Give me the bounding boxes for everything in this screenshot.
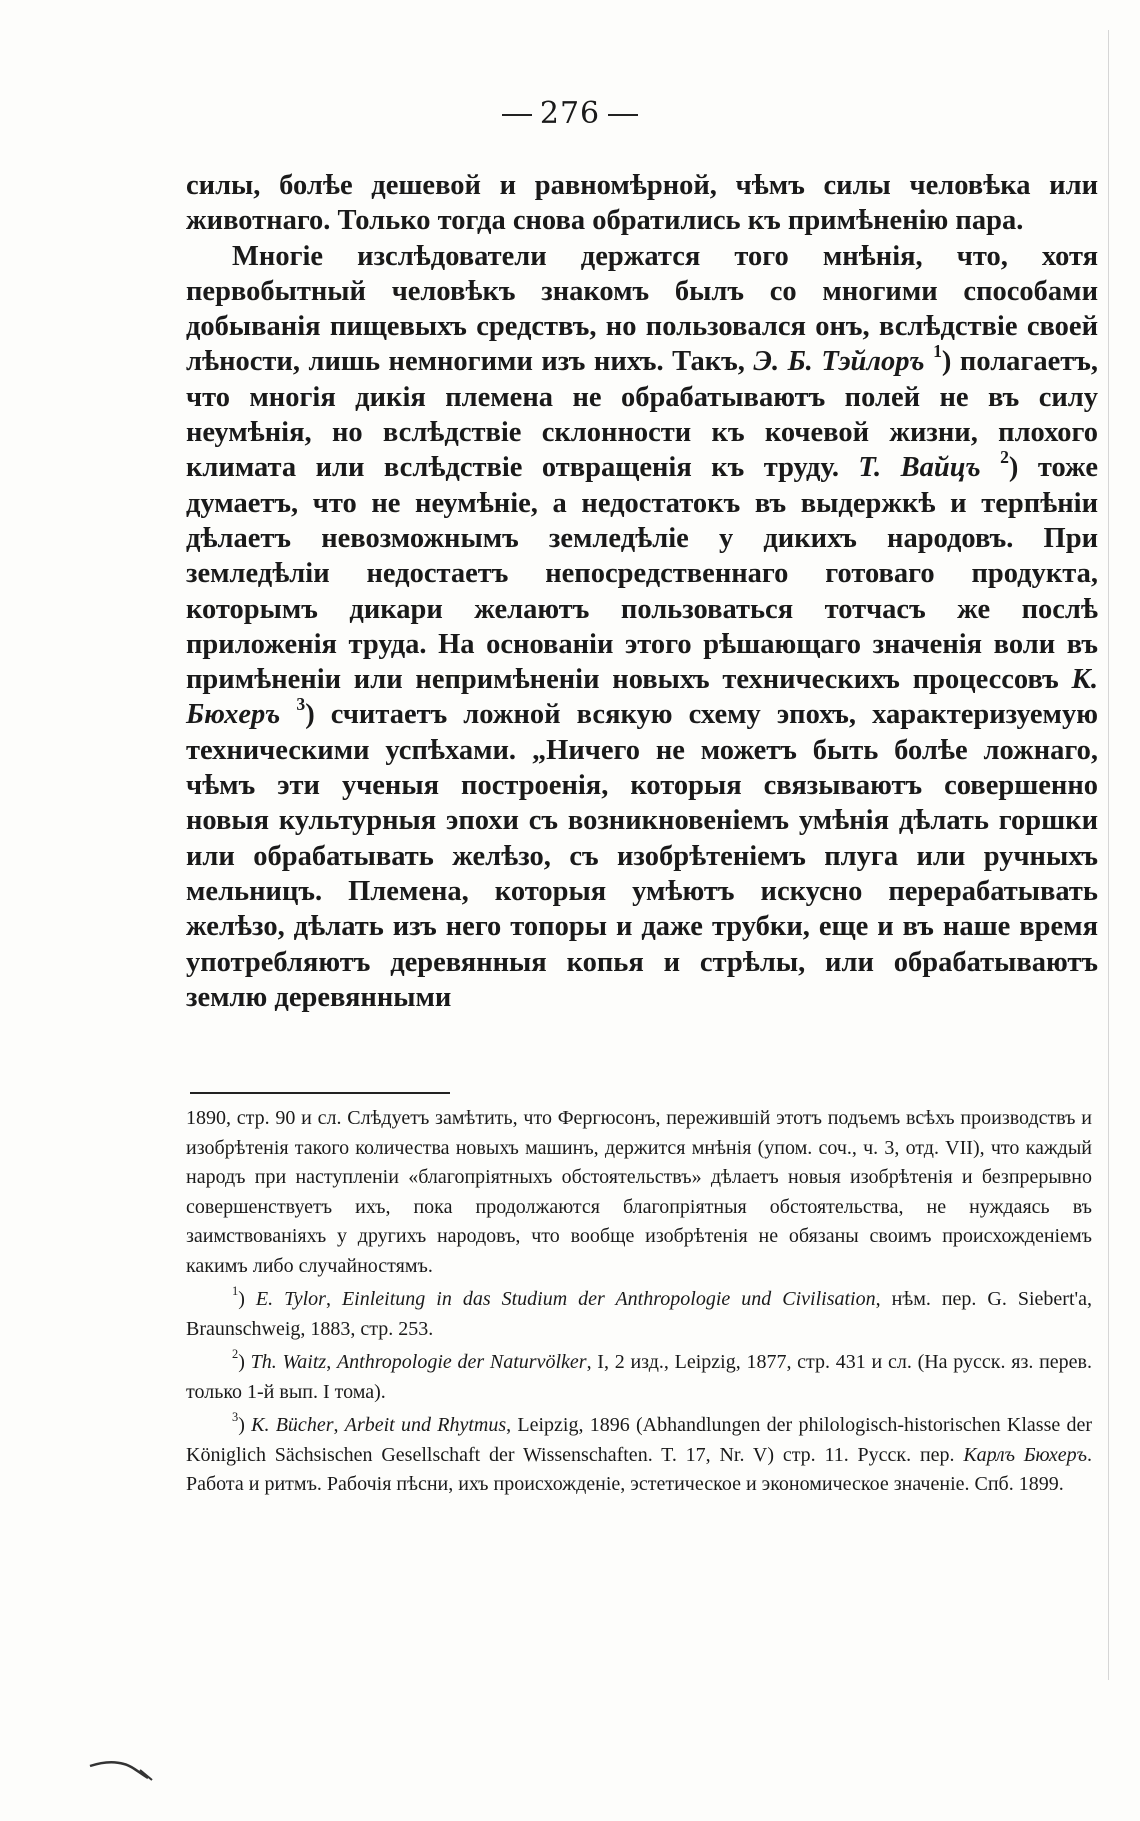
footnote-sep: , bbox=[333, 1414, 345, 1436]
page-number-value: 276 bbox=[539, 96, 601, 131]
footnote-text: . Работа и ритмъ. Рабочія пѣсни, ихъ происхожденіе, эстетическое и экономическое значеніе. Спб. 1899. bbox=[186, 1443, 1092, 1495]
footnote-sep: , bbox=[325, 1288, 342, 1310]
author-name-waitz: Т. Вайцъ bbox=[858, 452, 981, 484]
footnotes bbox=[186, 1104, 1092, 1504]
footnote-title: Arbeit und Rhytmus bbox=[344, 1414, 507, 1436]
footnote-author: Th. Waitz bbox=[250, 1351, 327, 1373]
footnote-mark: 3 bbox=[232, 1410, 239, 1425]
footnote-author: E. Tylor bbox=[255, 1288, 326, 1310]
text-run: ) тоже думаетъ, что не неумѣніе, а недостатокъ въ выдержкѣ и терпѣніи дѣлаетъ невозможнымъ земледѣліе у дикихъ народовъ. При земледѣліи недостаетъ непосредственнаго готоваго продукта, которымъ дикари желаютъ пользоваться тотчасъ же послѣ приложенія труда. На основаніи этого рѣшающаго значенія воли въ примѣненіи или непримѣненіи новыхъ техническихъ процессовъ bbox=[186, 452, 1098, 696]
footnote-text: , нѣм. пер. G. Siebert'a, Braunschweig, 1883, стр. 253. bbox=[186, 1288, 1092, 1340]
paragraph-continuation: силы, болѣе дешевой и равномѣрной, чѣмъ силы человѣка или животнаго. Только тогда снова обратились къ примѣненію пара. bbox=[186, 170, 1098, 237]
footnote-author-russian: Карлъ Бюхеръ bbox=[963, 1443, 1087, 1466]
footnote-2: $^2$) Th. Waitz, Anthropologie der Naturvölker, I, 2 изд., Leipzig, 1877, стр. 431 и сл. (На русск. яз. перев. только 1-й вып. I тома). bbox=[186, 1347, 1092, 1403]
footnote-mark: 1 bbox=[232, 1284, 239, 1299]
author-name-tylor: Э. Б. Тэйлоръ bbox=[753, 346, 925, 378]
text-run: ) полагаетъ, что многія дикія племена не обрабатываютъ полей не въ силу неумѣнія, но вслѣдствіе склонности къ кочевой жизни, плохого климата или вслѣдствіе отвращенія къ труду. bbox=[186, 346, 1099, 484]
page-number bbox=[0, 96, 1140, 131]
footnote-ref-1: 1 bbox=[933, 341, 942, 362]
paragraph-main bbox=[186, 239, 1098, 1016]
footnote-text: , I, 2 изд., Leipzig, 1877, стр. 431 и сл. (На русск. яз. перев. только 1-й вып. I тома). bbox=[186, 1351, 1092, 1403]
text-run: ) считаетъ ложной всякую схему эпохъ, характеризуемую техническими успѣхами. „Ничего не можетъ быть болѣе ложнаго, чѣмъ эти ученыя построенія, которыя связываютъ совершенно новыя культурныя эпохи съ возникновеніемъ умѣнія дѣлать горшки или обрабатывать желѣзо, съ изобрѣтеніемъ плуга или ручныхъ мельницъ. Племена, которыя умѣютъ искусно перерабатывать желѣзо, дѣлать изъ него топоры и даже трубки, еще и въ наше время употребляютъ деревянныя копья и стрѣлы, или обрабатываютъ землю деревянными bbox=[186, 699, 1098, 1013]
footnote-text: , Leipzig, 1896 (Abhandlungen der philologisch-historischen Klasse der Königlich Sächsischen Gesellschaft der Wissenschaften. T. 17, Nr. V) стр. 11. Русск. пер. bbox=[186, 1414, 1093, 1466]
page-edge-line bbox=[1108, 30, 1109, 1680]
footnote-mark: 2 bbox=[232, 1347, 239, 1362]
footnote-1: $^1$) E. Tylor, Einleitung in das Studium der Anthropologie und Civilisation, нѣм. пер. G. Siebert'a, Braunschweig, 1883, стр. 253. bbox=[186, 1284, 1092, 1340]
text-run: Многіе изслѣдователи держатся того мнѣнія, что, хотя первобытный человѣкъ знакомъ былъ со многими способами добыванія пищевыхъ средствъ, но пользовался онъ, вслѣдствіе своей лѣности, лишь немногими изъ нихъ. Такъ, bbox=[186, 240, 1098, 378]
footnote-ref-3: 3 bbox=[296, 694, 306, 715]
footnote-author: K. Bücher bbox=[251, 1414, 334, 1436]
page-number-dash-right bbox=[608, 114, 638, 116]
author-name-bucher: К. Бюхеръ bbox=[186, 664, 1098, 731]
ink-mark bbox=[88, 1752, 158, 1782]
footnote-separator bbox=[190, 1092, 450, 1094]
main-text bbox=[186, 168, 1098, 1015]
footnote-continuation: 1890, стр. 90 и сл. Слѣдуетъ замѣтить, что Фергюсонъ, пережившій этотъ подъемъ всѣхъ производствъ и изобрѣтенія такого количества новыхъ машинъ, держится мнѣнія (упом. соч., ч. 3, отд. VII), что каждый народъ при наступленіи «благопріятныхъ обстоятельствъ» дѣлаетъ новыя изобрѣтенія и безпрерывно совершенствуетъ ихъ, пока продолжаются благопріятныя обстоятельства, не нуждаясь въ заимствованіяхъ у другихъ народовъ, что вообще изобрѣтенія не обязаны своимъ происхожденіемъ какимъ либо случайностямъ. bbox=[186, 1107, 1092, 1277]
footnote-title: Anthropologie der Naturvölker bbox=[336, 1351, 587, 1373]
footnote-ref-2: 2 bbox=[1000, 447, 1009, 468]
footnote-sep: , bbox=[326, 1351, 337, 1373]
page-number-dash-left bbox=[502, 114, 532, 116]
footnote-title: Einleitung in das Studium der Anthropologie und Civilisation bbox=[341, 1288, 876, 1310]
footnote-3: $^3$) K. Bücher, Arbeit und Rhytmus, Leipzig, 1896 (Abhandlungen der philologisch-historischen Klasse der Königlich Sächsischen Gesellschaft der Wissenschaften. T. 17, Nr. V) стр. 11. Русск. пер. Карлъ Бюхеръ. Работа и ритмъ. Рабочія пѣсни, ихъ происхожденіе, эстетическое и экономическое значеніе. Спб. 1899. bbox=[186, 1410, 1093, 1495]
